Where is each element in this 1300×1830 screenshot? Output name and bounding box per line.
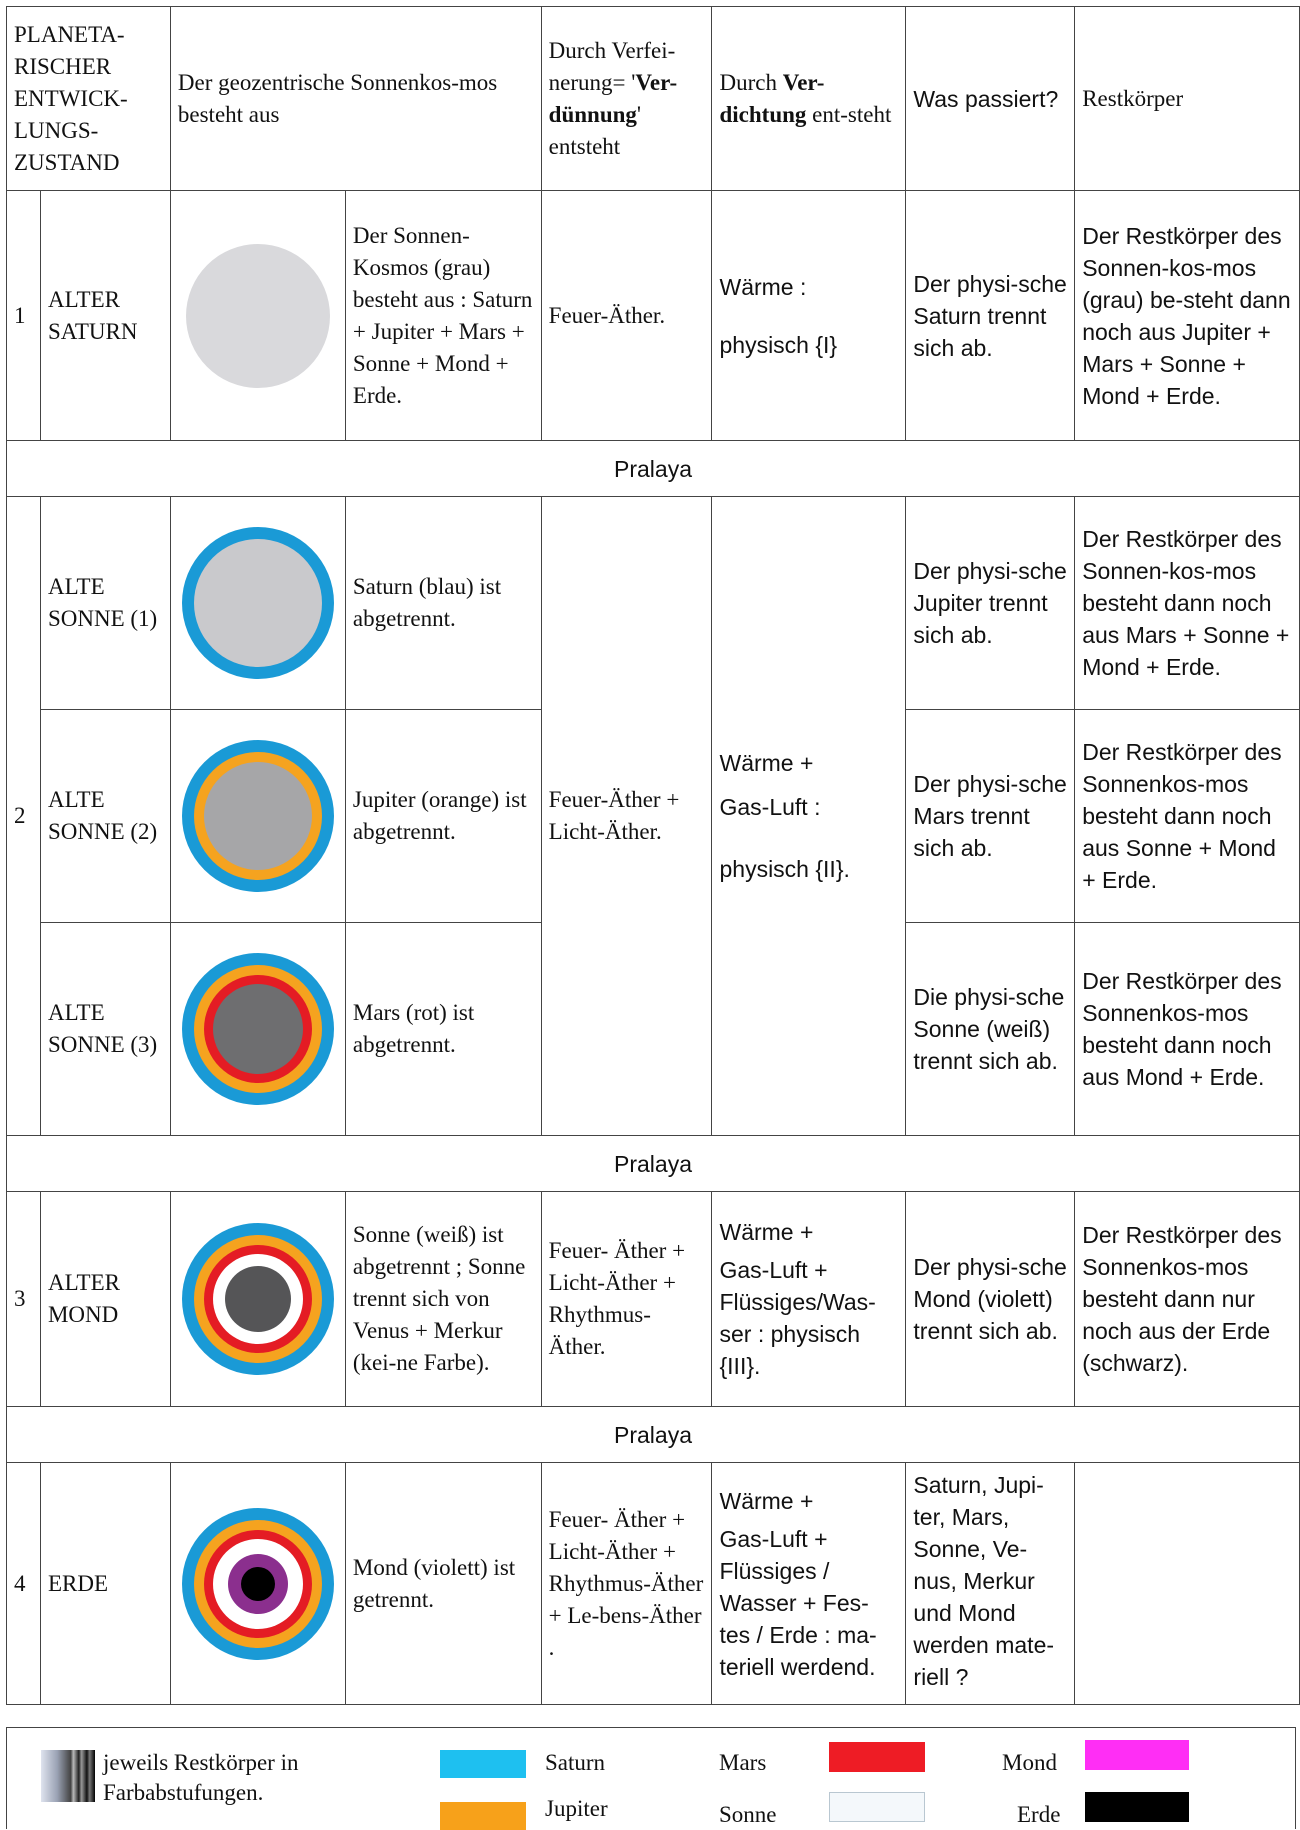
remainder: Der Restkörper des Sonnen-kos-mos (grau) be-steht dann noch aus Jupiter + Mars + Sonne + Mond + Erde. bbox=[1075, 191, 1300, 441]
header-cosmos: Der geozentrische Sonnenkos-mos besteht aus bbox=[170, 7, 541, 191]
what-happens: Der physi-sche Jupiter trennt sich ab. bbox=[906, 497, 1075, 710]
what-happens: Der physi-sche Mond (violett) trennt sich ab. bbox=[906, 1192, 1075, 1407]
state-name: ALTE SONNE (1) bbox=[40, 497, 170, 710]
erde-swatch-icon bbox=[1085, 1792, 1189, 1822]
densification-line-1: Wärme + bbox=[719, 750, 814, 776]
state-name: ALTER SATURN bbox=[40, 191, 170, 441]
disc-sonne-3 bbox=[170, 923, 345, 1136]
evolution-table bbox=[6, 6, 1300, 1705]
remainder: Der Restkörper des Sonnenkos-mos besteht dann noch aus Mond + Erde. bbox=[1075, 923, 1300, 1136]
row-number: 1 bbox=[7, 191, 41, 441]
densification-line-1: Wärme + bbox=[719, 1487, 814, 1514]
header-densification: Durch Ver-dichtung ent-steht bbox=[712, 7, 906, 191]
state-name: ALTER MOND bbox=[40, 1192, 170, 1407]
densification-value bbox=[712, 1463, 906, 1705]
jupiter-legend-label: Jupiter bbox=[545, 1796, 608, 1821]
erde-legend-label: Erde bbox=[1017, 1802, 1061, 1827]
densification-line-2: Gas-Luft + Flüssiges/Was-ser : physisch {III}. bbox=[719, 1257, 876, 1379]
pralaya-label: Pralaya bbox=[7, 1407, 1300, 1463]
densification-value bbox=[712, 497, 906, 1136]
disc-sonne-1 bbox=[170, 497, 345, 710]
header-remainder: Restkörper bbox=[1075, 7, 1300, 191]
remainder bbox=[1075, 1463, 1300, 1705]
disc-alter-mond-icon bbox=[178, 1219, 338, 1379]
gradient-legend-label: jeweils Restkörper in Farbabstufungen. bbox=[103, 1750, 299, 1805]
densification-line-1: Wärme + bbox=[719, 1219, 814, 1245]
mars-swatch-icon bbox=[829, 1742, 925, 1772]
disc-sonne-2 bbox=[170, 710, 345, 923]
thinning-value: Feuer- Äther + Licht-Äther + Rhythmus-Äther. bbox=[541, 1192, 712, 1407]
row-erde bbox=[7, 1463, 1300, 1705]
what-happens: Der physi-sche Mars trennt sich ab. bbox=[906, 710, 1075, 923]
row-alte-sonne-1 bbox=[7, 497, 1300, 710]
densification-value bbox=[712, 1192, 906, 1407]
cosmos-description: Jupiter (orange) ist abgetrennt. bbox=[345, 710, 541, 923]
densification-line-2: Gas-Luft + Flüssiges / Wasser + Fes-tes / Erde : ma-teriell werdend. bbox=[719, 1525, 877, 1680]
what-happens: Saturn, Jupi-ter, Mars, Sonne, Ve-nus, Merkur und Mond werden mate-riell ? bbox=[906, 1463, 1075, 1705]
disc-erde-icon bbox=[178, 1504, 338, 1664]
what-happens: Der physi-sche Saturn trennt sich ab. bbox=[906, 191, 1075, 441]
header-state: PLANETA-RISCHER ENTWICK-LUNGS-ZUSTAND bbox=[7, 7, 171, 191]
remainder: Der Restkörper des Sonnenkos-mos besteht dann noch aus Sonne + Mond + Erde. bbox=[1075, 710, 1300, 923]
disc-alter-saturn-icon bbox=[183, 241, 333, 391]
mond-swatch-icon bbox=[1085, 1740, 1189, 1770]
remainder: Der Restkörper des Sonnen-kos-mos besteht dann noch aus Mars + Sonne + Mond + Erde. bbox=[1075, 497, 1300, 710]
densification-line-1: Wärme : bbox=[719, 273, 807, 300]
pralaya-label: Pralaya bbox=[7, 441, 1300, 497]
row-number: 3 bbox=[7, 1192, 41, 1407]
header-row bbox=[7, 7, 1300, 191]
saturn-legend-label: Saturn bbox=[545, 1750, 606, 1775]
saturn-swatch-icon bbox=[440, 1750, 526, 1778]
pralaya-row bbox=[7, 1136, 1300, 1192]
disc-alte-sonne-2-icon bbox=[178, 736, 338, 896]
cosmos-description: Sonne (weiß) ist abgetrennt ; Sonne trennt sich von Venus + Merkur (kei-ne Farbe). bbox=[345, 1192, 541, 1407]
row-number: 2 bbox=[7, 497, 41, 1136]
disc-alte-sonne-1-icon bbox=[178, 523, 338, 683]
cosmos-description: Saturn (blau) ist abgetrennt. bbox=[345, 497, 541, 710]
pralaya-row bbox=[7, 441, 1300, 497]
disc-mond bbox=[170, 1192, 345, 1407]
header-what: Was passiert? bbox=[906, 7, 1075, 191]
thinning-value: Feuer-Äther. bbox=[541, 191, 712, 441]
pralaya-label: Pralaya bbox=[7, 1136, 1300, 1192]
sonne-legend-label: Sonne bbox=[719, 1802, 777, 1827]
state-name: ERDE bbox=[40, 1463, 170, 1705]
densification-line-2: physisch {I} bbox=[719, 331, 838, 358]
color-legend bbox=[6, 1727, 1296, 1829]
row-alter-saturn bbox=[7, 191, 1300, 441]
cosmos-description: Der Sonnen-Kosmos (grau) besteht aus : Saturn + Jupiter + Mars + Sonne + Mond + Erde. bbox=[345, 191, 541, 441]
mond-legend-label: Mond bbox=[1002, 1750, 1057, 1775]
cosmos-description: Mond (violett) ist getrennt. bbox=[345, 1463, 541, 1705]
cosmos-description: Mars (rot) ist abgetrennt. bbox=[345, 923, 541, 1136]
remainder: Der Restkörper des Sonnenkos-mos besteht dann nur noch aus der Erde (schwarz). bbox=[1075, 1192, 1300, 1407]
densification-value bbox=[712, 191, 906, 441]
disc-alte-sonne-3-icon bbox=[178, 949, 338, 1109]
state-name: ALTE SONNE (2) bbox=[40, 710, 170, 923]
thinning-value: Feuer-Äther + Licht-Äther. bbox=[541, 497, 712, 1136]
sonne-swatch-icon bbox=[829, 1792, 925, 1822]
pralaya-row bbox=[7, 1407, 1300, 1463]
densification-line-3: physisch {II}. bbox=[719, 856, 850, 882]
row-alter-mond bbox=[7, 1192, 1300, 1407]
state-name: ALTE SONNE (3) bbox=[40, 923, 170, 1136]
mars-legend-label: Mars bbox=[719, 1750, 767, 1775]
densification-line-2: Gas-Luft : bbox=[719, 794, 821, 820]
gradient-swatch-icon bbox=[41, 1750, 95, 1802]
jupiter-swatch-icon bbox=[440, 1802, 526, 1830]
thinning-value: Feuer- Äther + Licht-Äther + Rhythmus-Äther + Le-bens-Äther . bbox=[541, 1463, 712, 1705]
row-number: 4 bbox=[7, 1463, 41, 1705]
disc-erde bbox=[170, 1463, 345, 1705]
header-thinning: Durch Verfei-nerung= 'Ver-dünnung' entsteht bbox=[541, 7, 712, 191]
disc-saturn bbox=[170, 191, 345, 441]
what-happens: Die physi-sche Sonne (weiß) trennt sich ab. bbox=[906, 923, 1075, 1136]
